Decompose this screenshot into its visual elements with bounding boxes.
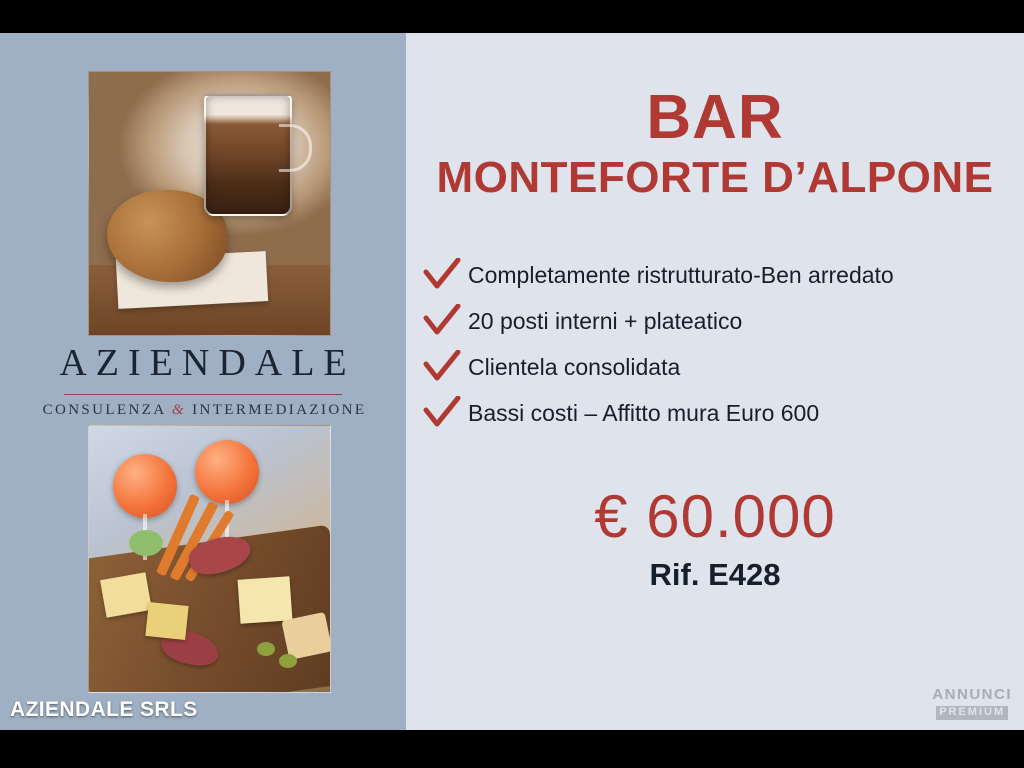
- cheese-wedge-one: [100, 572, 152, 617]
- check-icon: [422, 350, 462, 384]
- check-icon: [422, 258, 462, 292]
- cracker-shape: [281, 612, 331, 660]
- coffee-handle-shape: [279, 124, 312, 172]
- feature-text: Clientela consolidata: [468, 353, 681, 380]
- brand-logo: [0, 341, 406, 419]
- brand-tagline: [0, 402, 406, 419]
- avocado-shape: [129, 530, 163, 556]
- list-item: [422, 258, 1024, 292]
- spritz-glass-two: [195, 440, 259, 504]
- page-subtitle: MONTEFORTE D’ALPONE: [436, 153, 994, 202]
- aperitivo-photo: [88, 425, 331, 693]
- olive-two: [279, 654, 297, 668]
- feature-text: 20 posti interni + plateatico: [468, 307, 743, 334]
- cheese-wedge-two: [145, 602, 188, 640]
- list-item: [422, 396, 1024, 430]
- brand-tagline-before: CONSULENZA: [42, 402, 172, 418]
- footer-company-name: AZIENDALE SRLS: [10, 698, 198, 721]
- list-item: [422, 304, 1024, 338]
- reference-code: Rif. E428: [649, 557, 781, 592]
- cappuccino-photo: [88, 71, 331, 336]
- feature-text: Bassi costi – Affitto mura Euro 600: [468, 399, 820, 426]
- list-item: [422, 350, 1024, 384]
- check-icon: [422, 304, 462, 338]
- watermark-line-one: ANNUNCI: [932, 686, 1012, 704]
- cheese-wedge-three: [238, 576, 293, 624]
- spritz-glass-one: [113, 454, 177, 518]
- advert-slide: [0, 33, 1024, 730]
- feature-text: Completamente ristrutturato-Ben arredato: [468, 261, 894, 288]
- right-panel: [406, 33, 1024, 730]
- olive-one: [257, 642, 275, 656]
- brand-tagline-ampersand: &: [171, 402, 186, 418]
- watermark: [932, 687, 1012, 720]
- watermark-line-two: PREMIUM: [936, 706, 1008, 720]
- price-label: € 60.000: [594, 483, 836, 550]
- check-icon: [422, 396, 462, 430]
- brand-tagline-after: INTERMEDIAZIONE: [185, 402, 367, 418]
- page-title: BAR: [646, 83, 784, 152]
- left-panel: [0, 33, 406, 730]
- feature-list: [406, 258, 1024, 430]
- brand-divider: [64, 394, 342, 395]
- brand-name: AZIENDALE: [59, 342, 356, 384]
